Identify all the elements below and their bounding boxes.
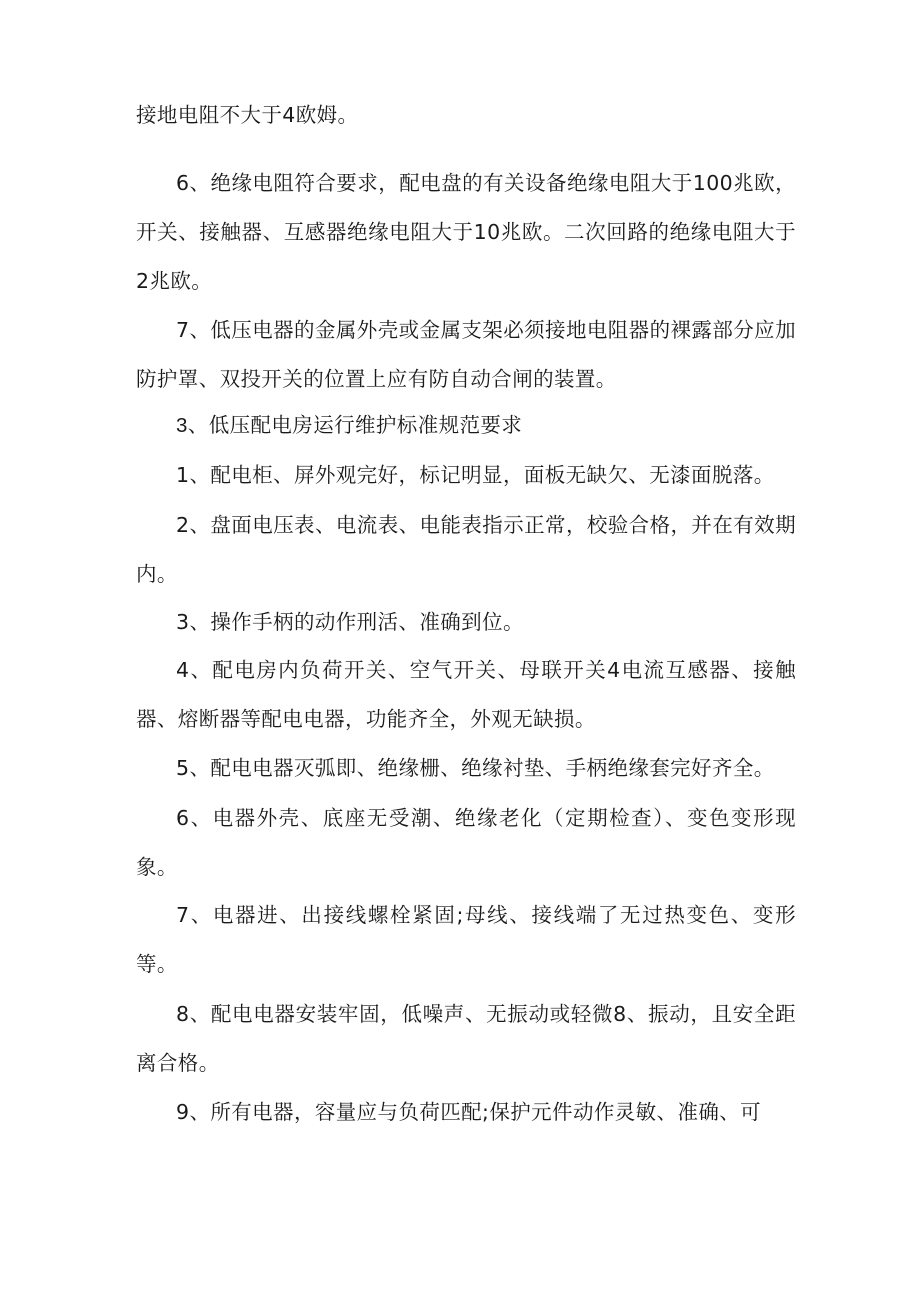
paragraph-list-item-4: 4、配电房内负荷开关、空气开关、母联开关4电流互感器、接触器、熔断器等配电电器，功能齐全，外观无缺损。 [136, 658, 796, 731]
paragraph-list-item-6: 6、电器外壳、底座无受潮、绝缘老化（定期检查）、变色变形现象。 [136, 806, 796, 879]
paragraph-list-item-3: 3、操作手柄的动作刑活、准确到位。 [176, 610, 524, 634]
paragraph-list-item-8: 8、配电电器安装牢固，低噪声、无振动或轻微8、振动，且安全距离合格。 [136, 1002, 796, 1075]
paragraph-grounding-resistance: 接地电阻不大于4欧姆。 [136, 103, 359, 127]
section-heading-3: 3、低压配电房运行维护标准规范要求 [176, 414, 523, 437]
paragraph-item-7-metal-casing: 7、低压电器的金属外壳或金属支架必须接地电阻器的裸露部分应加防护罩、双投开关的位置上应有防自动合闸的装置。 [136, 318, 796, 391]
paragraph-list-item-1: 1、配电柜、屏外观完好，标记明显，面板无缺欠、无漆面脱落。 [176, 463, 775, 487]
paragraph-list-item-2: 2、盘面电压表、电流表、电能表指示正常，校验合格，并在有效期内。 [136, 513, 796, 586]
paragraph-list-item-7: 7、电器进、出接线螺栓紧固;母线、接线端了无过热变色、变形等。 [136, 903, 796, 976]
paragraph-item-6-insulation: 6、绝缘电阻符合要求，配电盘的有关设备绝缘电阻大于100兆欧，开关、接触器、互感器绝缘电阻大于10兆欧。二次回路的绝缘电阻大于2兆欧。 [136, 171, 796, 293]
paragraph-list-item-5: 5、配电电器灭弧即、绝缘栅、绝缘衬垫、手柄绝缘套完好齐全。 [176, 756, 775, 780]
paragraph-list-item-9: 9、所有电器，容量应与负荷匹配;保护元件动作灵敏、准确、可 [176, 1100, 762, 1124]
